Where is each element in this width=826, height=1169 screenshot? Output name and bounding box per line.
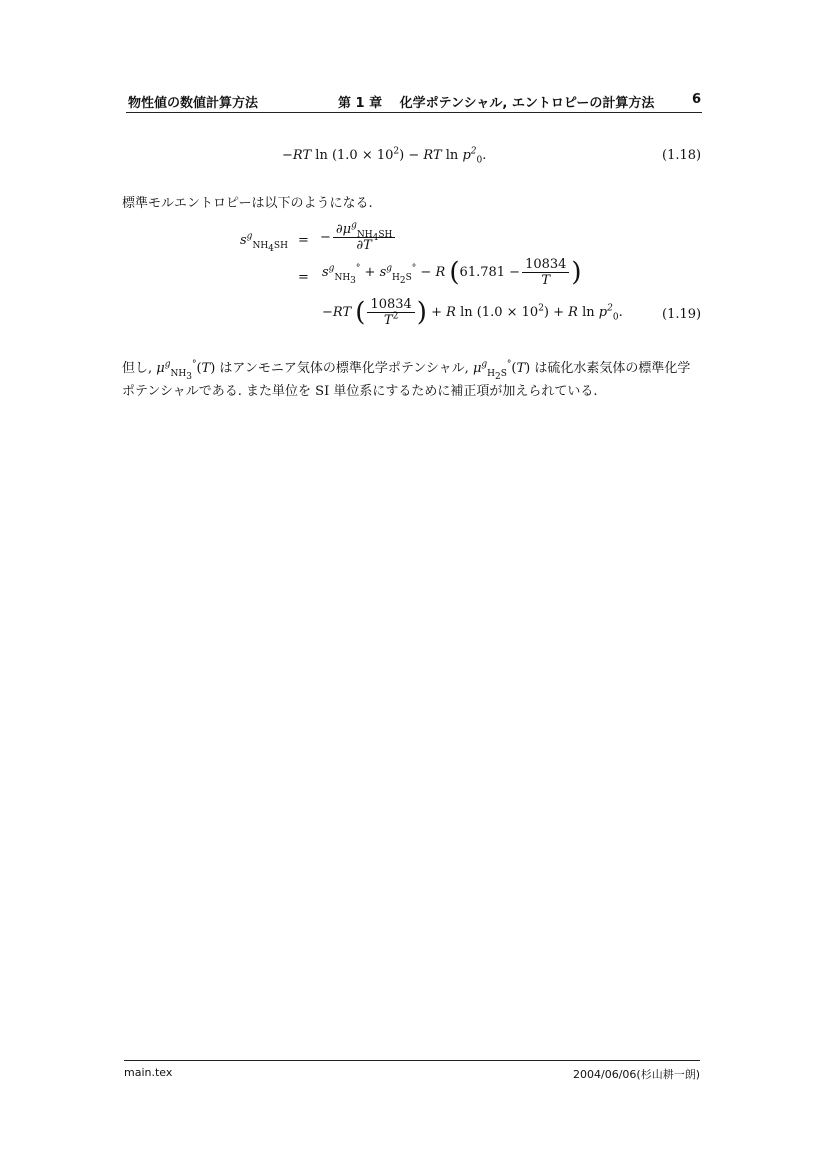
mu-h2s-symbol: $\mu^g_{H_2S}^\circ(T)$ (472, 359, 531, 382)
footer-filename: main.tex (124, 1066, 173, 1079)
equation-1-19-line-3: −RT ( $\frac{10834}{T^2}$ ) + R $\ln (1.0 \times 10^2) + R$ $\ln p^2_0$. (322, 297, 623, 328)
equation-1-19-line-2: $s^g_{NH_3}^\circ + s^g_{H_2S}^\circ - R$ (61.781 − $\frac{10834}{T}$ ) (322, 257, 582, 288)
header-rule (126, 112, 702, 113)
equation-1-19-lhs: $s^g_{NH_4SH}$ (240, 231, 288, 254)
equals-sign: = (298, 270, 309, 285)
mu-nh3-symbol: $\mu^g_{NH_3}^\circ(T)$ (156, 359, 216, 382)
footer-rule (124, 1060, 700, 1061)
explanation-text-4: ポテンシャルである. また単位を SI 単位系にするために補正項が加えられている. (122, 384, 598, 399)
equation-number-1-19: (1.19) (662, 307, 702, 322)
explanation-text-3: は硫化水素気体の標準化学 (530, 361, 691, 376)
explanation-text-1: 但し, (122, 361, 157, 376)
footer-date-author: 2004/06/06(杉山耕一朗) (573, 1068, 700, 1081)
running-header-title: 物性値の数値計算方法 (128, 96, 259, 111)
page-number: 6 (692, 92, 702, 107)
equals-sign: = (298, 233, 309, 248)
intro-text: 標準モルエントロピーは以下のようになる. (122, 196, 373, 211)
explanation-text-2: はアンモニア気体の標準化学ポテンシャル, (215, 361, 473, 376)
equation-number-1-18: (1.18) (662, 148, 702, 163)
running-header-chapter: 第 1 章 化学ポテンシャル, エントロピーの計算方法 (338, 96, 655, 111)
equation-1-19-line-1: − $\frac{\partial\mu^g_{NH_4SH}}{\partial T}$ (320, 222, 397, 253)
explanation-paragraph (122, 357, 704, 403)
equation-1-18: −RT $\ln (1.0 \times 10^2)$ − RT $\ln p^2_0$. (282, 146, 487, 166)
